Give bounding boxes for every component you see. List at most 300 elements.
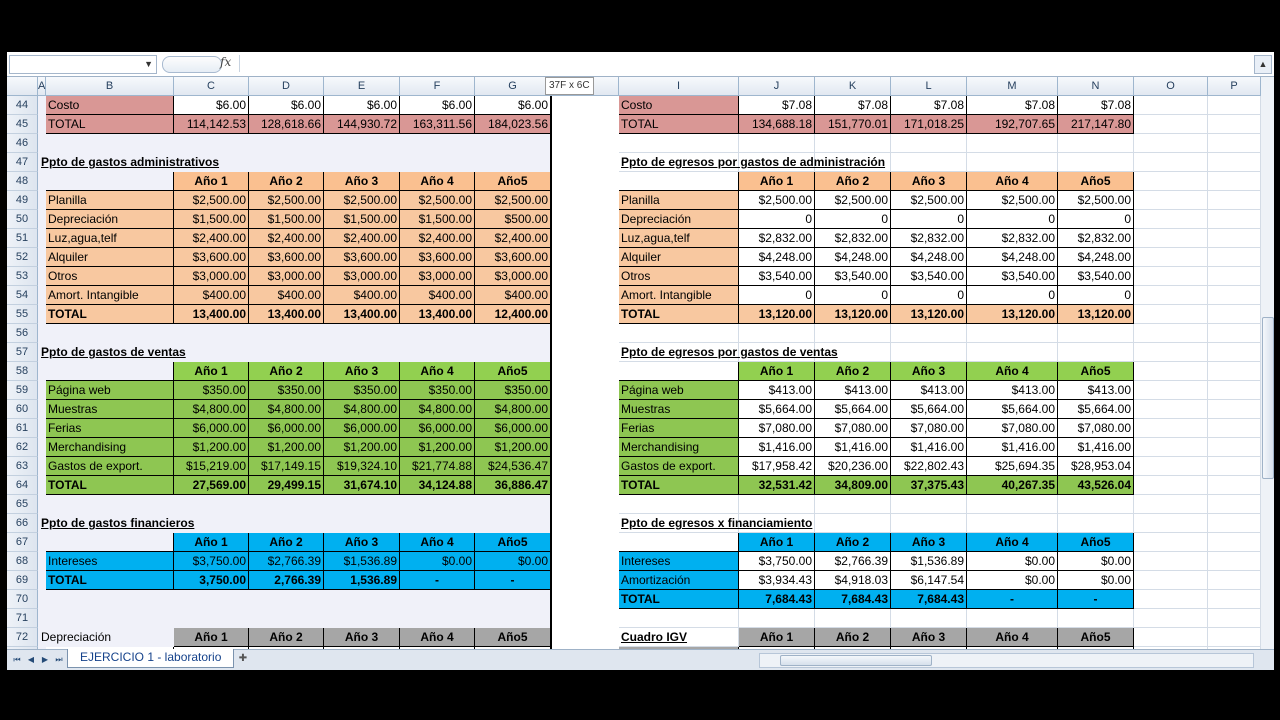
right-ventas-cell[interactable]: $5,664.00 [815, 400, 891, 419]
right-ventas-year-header[interactable]: Año 4 [967, 362, 1058, 381]
right-admin-row-label[interactable]: Planilla [619, 191, 739, 210]
right-top-row-label[interactable]: Costo [619, 96, 739, 115]
right-admin-cell[interactable]: $3,540.00 [739, 267, 815, 286]
expand-formula-bar-icon[interactable]: ▲ [1254, 55, 1272, 74]
left-admin-header-blank[interactable] [46, 172, 174, 191]
column-header-J[interactable]: J [739, 77, 815, 96]
right-top-cell[interactable]: $7.08 [967, 96, 1058, 115]
right-admin-cell[interactable]: $2,500.00 [891, 191, 967, 210]
right-admin-year-header[interactable]: Año5 [1058, 172, 1134, 191]
left-fin-year-header[interactable]: Año5 [475, 533, 551, 552]
left-ventas-cell[interactable]: $6,000.00 [475, 419, 551, 438]
left-admin-cell[interactable]: $3,600.00 [475, 248, 551, 267]
left-dep-year-header[interactable]: Año 1 [174, 628, 249, 647]
right-admin-year-header[interactable]: Año 2 [815, 172, 891, 191]
left-admin-year-header[interactable]: Año 2 [249, 172, 324, 191]
right-ventas-cell[interactable]: $5,664.00 [967, 400, 1058, 419]
row-header-56[interactable]: 56 [7, 324, 38, 343]
vertical-scroll-thumb[interactable] [1262, 317, 1274, 479]
right-admin-cell[interactable]: 0 [739, 210, 815, 229]
right-admin-row-label[interactable]: Luz,agua,telf [619, 229, 739, 248]
row-header-44[interactable]: 44 [7, 96, 38, 115]
row-header-69[interactable]: 69 [7, 571, 38, 590]
right-admin-cell[interactable]: $3,540.00 [891, 267, 967, 286]
left-admin-cell[interactable]: $3,000.00 [400, 267, 475, 286]
right-ventas-cell[interactable]: $413.00 [891, 381, 967, 400]
right-fin-year-header[interactable]: Año5 [1058, 533, 1134, 552]
row-header-45[interactable]: 45 [7, 115, 38, 134]
right-ventas-cell[interactable]: 43,526.04 [1058, 476, 1134, 495]
row-header-50[interactable]: 50 [7, 210, 38, 229]
left-ventas-year-header[interactable]: Año 3 [324, 362, 400, 381]
right-admin-cell[interactable]: 13,120.00 [815, 305, 891, 324]
right-ventas-cell[interactable]: $22,802.43 [891, 457, 967, 476]
select-all-corner[interactable] [7, 77, 38, 96]
vertical-scrollbar[interactable] [1260, 77, 1274, 650]
left-ventas-cell[interactable]: $6,000.00 [400, 419, 475, 438]
right-ventas-cell[interactable]: $5,664.00 [739, 400, 815, 419]
right-igv-year-header[interactable]: Año 1 [739, 628, 815, 647]
right-fin-row-label[interactable]: TOTAL [619, 590, 739, 609]
prev-sheet-icon[interactable]: ◀ [27, 655, 35, 664]
left-admin-cell[interactable]: $400.00 [249, 286, 324, 305]
row-header-66[interactable]: 66 [7, 514, 38, 533]
row-header-53[interactable]: 53 [7, 267, 38, 286]
row-header-47[interactable]: 47 [7, 153, 38, 172]
right-admin-cell[interactable]: $4,248.00 [1058, 248, 1134, 267]
right-admin-cell[interactable]: 13,120.00 [1058, 305, 1134, 324]
right-admin-cell[interactable]: $3,540.00 [967, 267, 1058, 286]
right-igv-year-header[interactable]: Año5 [1058, 628, 1134, 647]
left-admin-cell[interactable]: $2,500.00 [324, 191, 400, 210]
right-fin-cell[interactable]: $1,536.89 [891, 552, 967, 571]
column-header-G[interactable]: G [475, 77, 551, 96]
left-ventas-cell[interactable]: $4,800.00 [249, 400, 324, 419]
column-header-I[interactable]: I [619, 77, 739, 96]
left-admin-cell[interactable]: $3,000.00 [324, 267, 400, 286]
left-admin-cell[interactable]: $3,600.00 [324, 248, 400, 267]
left-top-cell[interactable]: $6.00 [400, 96, 475, 115]
left-admin-cell[interactable]: 13,400.00 [324, 305, 400, 324]
right-admin-row-label[interactable]: TOTAL [619, 305, 739, 324]
right-igv-year-header[interactable]: Año 3 [891, 628, 967, 647]
right-fin-cell[interactable]: 7,684.43 [815, 590, 891, 609]
right-admin-cell[interactable]: $2,500.00 [1058, 191, 1134, 210]
column-header-D[interactable]: D [249, 77, 324, 96]
right-fin-cell[interactable]: 7,684.43 [891, 590, 967, 609]
chevron-down-icon[interactable]: ▼ [144, 59, 153, 69]
left-fin-cell[interactable]: 3,750.00 [174, 571, 249, 590]
left-admin-cell[interactable]: $500.00 [475, 210, 551, 229]
worksheet-grid[interactable] [7, 77, 1274, 650]
right-ventas-cell[interactable]: $20,236.00 [815, 457, 891, 476]
right-admin-cell[interactable]: $2,500.00 [739, 191, 815, 210]
right-ventas-row-label[interactable]: Muestras [619, 400, 739, 419]
right-admin-cell[interactable]: 0 [1058, 286, 1134, 305]
right-ventas-row-label[interactable]: TOTAL [619, 476, 739, 495]
left-admin-row-label[interactable]: Planilla [46, 191, 174, 210]
left-admin-cell[interactable]: 13,400.00 [174, 305, 249, 324]
left-top-row-label[interactable]: Costo [46, 96, 174, 115]
left-top-cell[interactable]: 144,930.72 [324, 115, 400, 134]
right-ventas-year-header[interactable]: Año 3 [891, 362, 967, 381]
right-admin-cell[interactable]: $2,832.00 [891, 229, 967, 248]
row-header-70[interactable]: 70 [7, 590, 38, 609]
left-fin-cell[interactable]: 2,766.39 [249, 571, 324, 590]
right-admin-year-header[interactable]: Año 3 [891, 172, 967, 191]
left-top-cell[interactable]: 184,023.56 [475, 115, 551, 134]
left-ventas-cell[interactable]: $1,200.00 [249, 438, 324, 457]
right-ventas-row-label[interactable]: Merchandising [619, 438, 739, 457]
left-ventas-cell[interactable]: $1,200.00 [475, 438, 551, 457]
left-top-cell[interactable]: $6.00 [174, 96, 249, 115]
right-ventas-cell[interactable]: $28,953.04 [1058, 457, 1134, 476]
left-admin-cell[interactable]: $1,500.00 [400, 210, 475, 229]
right-ventas-row-label[interactable]: Página web [619, 381, 739, 400]
left-top-cell[interactable]: 163,311.56 [400, 115, 475, 134]
left-ventas-cell[interactable]: 34,124.88 [400, 476, 475, 495]
right-admin-cell[interactable]: 13,120.00 [967, 305, 1058, 324]
right-admin-cell[interactable]: $2,832.00 [739, 229, 815, 248]
left-admin-cell[interactable]: $400.00 [475, 286, 551, 305]
right-top-cell[interactable]: 192,707.65 [967, 115, 1058, 134]
name-box[interactable] [9, 55, 157, 74]
right-ventas-cell[interactable]: $7,080.00 [891, 419, 967, 438]
column-header-P[interactable]: P [1208, 77, 1261, 96]
right-ventas-cell[interactable]: $5,664.00 [1058, 400, 1134, 419]
left-ventas-cell[interactable]: $6,000.00 [174, 419, 249, 438]
left-admin-row-label[interactable]: Alquiler [46, 248, 174, 267]
left-ventas-row-label[interactable]: Gastos de export. [46, 457, 174, 476]
left-ventas-cell[interactable]: $1,200.00 [174, 438, 249, 457]
left-ventas-year-header[interactable]: Año 1 [174, 362, 249, 381]
right-admin-cell[interactable]: 0 [1058, 210, 1134, 229]
left-admin-cell[interactable]: $400.00 [174, 286, 249, 305]
left-admin-cell[interactable]: $1,500.00 [324, 210, 400, 229]
right-fin-cell[interactable]: $0.00 [967, 571, 1058, 590]
left-admin-cell[interactable]: $3,000.00 [174, 267, 249, 286]
left-fin-year-header[interactable]: Año 1 [174, 533, 249, 552]
right-ventas-cell[interactable]: 34,809.00 [815, 476, 891, 495]
right-admin-cell[interactable]: 0 [967, 210, 1058, 229]
left-fin-cell[interactable]: - [400, 571, 475, 590]
right-admin-row-label[interactable]: Otros [619, 267, 739, 286]
left-admin-cell[interactable]: 12,400.00 [475, 305, 551, 324]
right-admin-row-label[interactable]: Depreciación [619, 210, 739, 229]
last-sheet-icon[interactable]: ⏭ [55, 655, 63, 664]
row-header-61[interactable]: 61 [7, 419, 38, 438]
right-ventas-cell[interactable]: $1,416.00 [967, 438, 1058, 457]
row-header-60[interactable]: 60 [7, 400, 38, 419]
row-header-49[interactable]: 49 [7, 191, 38, 210]
right-ventas-year-header[interactable]: Año5 [1058, 362, 1134, 381]
right-admin-cell[interactable]: $3,540.00 [1058, 267, 1134, 286]
right-fin-header-blank[interactable] [619, 533, 739, 552]
left-fin-cell[interactable]: $0.00 [400, 552, 475, 571]
left-admin-cell[interactable]: $400.00 [400, 286, 475, 305]
left-fin-year-header[interactable]: Año 3 [324, 533, 400, 552]
right-ventas-cell[interactable]: 32,531.42 [739, 476, 815, 495]
row-header-64[interactable]: 64 [7, 476, 38, 495]
left-top-cell[interactable]: 114,142.53 [174, 115, 249, 134]
column-header-M[interactable]: M [967, 77, 1058, 96]
horizontal-scrollbar[interactable] [759, 653, 1254, 668]
right-admin-cell[interactable]: 0 [891, 286, 967, 305]
right-admin-cell[interactable]: $3,540.00 [815, 267, 891, 286]
row-header-46[interactable]: 46 [7, 134, 38, 153]
column-header-N[interactable]: N [1058, 77, 1134, 96]
right-ventas-cell[interactable]: $1,416.00 [815, 438, 891, 457]
row-header-67[interactable]: 67 [7, 533, 38, 552]
right-ventas-cell[interactable]: $7,080.00 [967, 419, 1058, 438]
right-top-cell[interactable]: $7.08 [739, 96, 815, 115]
right-igv-year-header[interactable]: Año 2 [815, 628, 891, 647]
right-admin-row-label[interactable]: Amort. Intangible [619, 286, 739, 305]
row-header-63[interactable]: 63 [7, 457, 38, 476]
right-admin-header-blank[interactable] [619, 172, 739, 191]
sheet-tab-ejercicio-1[interactable]: EJERCICIO 1 - laboratorio [67, 649, 234, 668]
left-ventas-year-header[interactable]: Año 2 [249, 362, 324, 381]
left-fin-cell[interactable]: $0.00 [475, 552, 551, 571]
left-admin-row-label[interactable]: Luz,agua,telf [46, 229, 174, 248]
left-admin-year-header[interactable]: Año 4 [400, 172, 475, 191]
row-header-71[interactable]: 71 [7, 609, 38, 628]
left-admin-cell[interactable]: $400.00 [324, 286, 400, 305]
right-admin-cell[interactable]: $2,832.00 [967, 229, 1058, 248]
left-ventas-cell[interactable]: $350.00 [475, 381, 551, 400]
right-admin-year-header[interactable]: Año 1 [739, 172, 815, 191]
left-ventas-cell[interactable]: $4,800.00 [400, 400, 475, 419]
row-header-68[interactable]: 68 [7, 552, 38, 571]
left-admin-row-label[interactable]: Amort. Intangible [46, 286, 174, 305]
left-admin-cell[interactable]: $1,500.00 [174, 210, 249, 229]
horizontal-scroll-thumb[interactable] [780, 655, 932, 666]
row-header-55[interactable]: 55 [7, 305, 38, 324]
left-ventas-cell[interactable]: $350.00 [249, 381, 324, 400]
right-fin-cell[interactable]: 7,684.43 [739, 590, 815, 609]
left-top-cell[interactable]: $6.00 [475, 96, 551, 115]
left-ventas-cell[interactable]: 36,886.47 [475, 476, 551, 495]
column-header-O[interactable]: O [1134, 77, 1208, 96]
left-ventas-cell[interactable]: $24,536.47 [475, 457, 551, 476]
right-admin-cell[interactable]: $2,832.00 [815, 229, 891, 248]
left-ventas-cell[interactable]: $6,000.00 [249, 419, 324, 438]
right-ventas-cell[interactable]: $5,664.00 [891, 400, 967, 419]
left-fin-row-label[interactable]: TOTAL [46, 571, 174, 590]
row-header-59[interactable]: 59 [7, 381, 38, 400]
left-admin-cell[interactable]: $3,600.00 [174, 248, 249, 267]
left-admin-cell[interactable]: $2,500.00 [174, 191, 249, 210]
left-admin-row-label[interactable]: Depreciación [46, 210, 174, 229]
right-fin-row-label[interactable]: Amortización [619, 571, 739, 590]
right-admin-cell[interactable]: $4,248.00 [891, 248, 967, 267]
right-fin-cell[interactable]: $0.00 [967, 552, 1058, 571]
right-ventas-row-label[interactable]: Ferias [619, 419, 739, 438]
left-ventas-cell[interactable]: $19,324.10 [324, 457, 400, 476]
left-ventas-row-label[interactable]: Muestras [46, 400, 174, 419]
right-admin-cell[interactable]: $2,832.00 [1058, 229, 1134, 248]
left-dep-year-header[interactable]: Año 3 [324, 628, 400, 647]
left-ventas-cell[interactable]: $350.00 [324, 381, 400, 400]
right-top-cell[interactable]: 151,770.01 [815, 115, 891, 134]
right-admin-cell[interactable]: 0 [891, 210, 967, 229]
left-admin-cell[interactable]: $2,400.00 [174, 229, 249, 248]
right-fin-cell[interactable]: - [967, 590, 1058, 609]
left-ventas-cell[interactable]: $4,800.00 [174, 400, 249, 419]
left-ventas-cell[interactable]: 31,674.10 [324, 476, 400, 495]
left-fin-cell[interactable]: $3,750.00 [174, 552, 249, 571]
left-ventas-cell[interactable]: 27,569.00 [174, 476, 249, 495]
right-top-cell[interactable]: $7.08 [1058, 96, 1134, 115]
column-header-F[interactable]: F [400, 77, 475, 96]
left-ventas-cell[interactable]: $6,000.00 [324, 419, 400, 438]
right-igv-year-header[interactable]: Año 4 [967, 628, 1058, 647]
left-fin-cell[interactable]: $1,536.89 [324, 552, 400, 571]
left-fin-year-header[interactable]: Año 4 [400, 533, 475, 552]
right-ventas-cell[interactable]: $413.00 [815, 381, 891, 400]
formula-input[interactable] [239, 55, 1252, 72]
next-sheet-icon[interactable]: ▶ [41, 655, 49, 664]
right-admin-cell[interactable]: 0 [739, 286, 815, 305]
right-ventas-cell[interactable]: $7,080.00 [1058, 419, 1134, 438]
right-admin-cell[interactable]: 13,120.00 [739, 305, 815, 324]
left-admin-cell[interactable]: $3,600.00 [249, 248, 324, 267]
right-top-cell[interactable]: $7.08 [891, 96, 967, 115]
right-ventas-year-header[interactable]: Año 2 [815, 362, 891, 381]
right-top-row-label[interactable]: TOTAL [619, 115, 739, 134]
left-admin-cell[interactable]: $1,500.00 [249, 210, 324, 229]
right-admin-cell[interactable]: 0 [967, 286, 1058, 305]
right-ventas-cell[interactable]: $413.00 [1058, 381, 1134, 400]
right-fin-year-header[interactable]: Año 2 [815, 533, 891, 552]
column-header-L[interactable]: L [891, 77, 967, 96]
left-admin-cell[interactable]: $2,400.00 [400, 229, 475, 248]
left-top-cell[interactable]: $6.00 [249, 96, 324, 115]
left-top-cell[interactable]: 128,618.66 [249, 115, 324, 134]
right-fin-year-header[interactable]: Año 4 [967, 533, 1058, 552]
left-ventas-year-header[interactable]: Año 4 [400, 362, 475, 381]
left-admin-cell[interactable]: $2,400.00 [249, 229, 324, 248]
left-admin-row-label[interactable]: Otros [46, 267, 174, 286]
left-admin-cell[interactable]: $2,500.00 [475, 191, 551, 210]
right-ventas-cell[interactable]: $1,416.00 [1058, 438, 1134, 457]
right-fin-cell[interactable]: $2,766.39 [815, 552, 891, 571]
column-header-B[interactable]: B [46, 77, 174, 96]
left-ventas-year-header[interactable]: Año5 [475, 362, 551, 381]
row-header-48[interactable]: 48 [7, 172, 38, 191]
left-ventas-row-label[interactable]: Merchandising [46, 438, 174, 457]
left-admin-cell[interactable]: $2,400.00 [475, 229, 551, 248]
left-dep-year-header[interactable]: Año 4 [400, 628, 475, 647]
right-ventas-cell[interactable]: $1,416.00 [739, 438, 815, 457]
right-fin-cell[interactable]: $3,934.43 [739, 571, 815, 590]
row-header-57[interactable]: 57 [7, 343, 38, 362]
left-ventas-cell[interactable]: $15,219.00 [174, 457, 249, 476]
right-fin-year-header[interactable]: Año 1 [739, 533, 815, 552]
column-header-K[interactable]: K [815, 77, 891, 96]
right-fin-row-label[interactable]: Intereses [619, 552, 739, 571]
row-header-51[interactable]: 51 [7, 229, 38, 248]
left-top-cell[interactable]: $6.00 [324, 96, 400, 115]
right-admin-cell[interactable]: 0 [815, 210, 891, 229]
left-ventas-cell[interactable]: 29,499.15 [249, 476, 324, 495]
left-admin-cell[interactable]: $2,500.00 [249, 191, 324, 210]
left-admin-cell[interactable]: $3,000.00 [475, 267, 551, 286]
row-header-52[interactable]: 52 [7, 248, 38, 267]
row-header-72[interactable]: 72 [7, 628, 38, 647]
left-admin-year-header[interactable]: Año5 [475, 172, 551, 191]
right-ventas-row-label[interactable]: Gastos de export. [619, 457, 739, 476]
right-ventas-cell[interactable]: 37,375.43 [891, 476, 967, 495]
left-ventas-row-label[interactable]: Ferias [46, 419, 174, 438]
left-ventas-cell[interactable]: $17,149.15 [249, 457, 324, 476]
right-top-cell[interactable]: $7.08 [815, 96, 891, 115]
right-ventas-cell[interactable]: $25,694.35 [967, 457, 1058, 476]
left-admin-cell[interactable]: 13,400.00 [400, 305, 475, 324]
left-admin-year-header[interactable]: Año 1 [174, 172, 249, 191]
right-admin-cell[interactable]: $4,248.00 [967, 248, 1058, 267]
right-ventas-cell[interactable]: $413.00 [739, 381, 815, 400]
left-admin-cell[interactable]: $2,400.00 [324, 229, 400, 248]
right-ventas-cell[interactable]: $413.00 [967, 381, 1058, 400]
column-header-C[interactable]: C [174, 77, 249, 96]
left-dep-year-header[interactable]: Año5 [475, 628, 551, 647]
right-admin-cell[interactable]: $2,500.00 [815, 191, 891, 210]
left-ventas-row-label[interactable]: Página web [46, 381, 174, 400]
right-admin-cell[interactable]: $4,248.00 [739, 248, 815, 267]
left-fin-cell[interactable]: - [475, 571, 551, 590]
left-admin-row-label[interactable]: TOTAL [46, 305, 174, 324]
right-ventas-header-blank[interactable] [619, 362, 739, 381]
left-admin-cell[interactable]: $3,000.00 [249, 267, 324, 286]
left-ventas-cell[interactable]: $1,200.00 [400, 438, 475, 457]
right-admin-year-header[interactable]: Año 4 [967, 172, 1058, 191]
left-top-row-label[interactable]: TOTAL [46, 115, 174, 134]
right-ventas-year-header[interactable]: Año 1 [739, 362, 815, 381]
right-ventas-cell[interactable]: $17,958.42 [739, 457, 815, 476]
right-top-cell[interactable]: 217,147.80 [1058, 115, 1134, 134]
right-fin-cell[interactable]: - [1058, 590, 1134, 609]
insert-sheet-icon[interactable]: ✚ [238, 653, 248, 664]
fx-icon[interactable]: fx [220, 55, 232, 69]
right-admin-cell[interactable]: $4,248.00 [815, 248, 891, 267]
row-header-58[interactable]: 58 [7, 362, 38, 381]
first-sheet-icon[interactable]: ⏮ [13, 655, 21, 664]
right-ventas-cell[interactable]: $7,080.00 [815, 419, 891, 438]
left-ventas-header-blank[interactable] [46, 362, 174, 381]
right-fin-cell[interactable]: $6,147.54 [891, 571, 967, 590]
left-fin-header-blank[interactable] [46, 533, 174, 552]
left-admin-cell[interactable]: $3,600.00 [400, 248, 475, 267]
left-fin-row-label[interactable]: Intereses [46, 552, 174, 571]
right-admin-cell[interactable]: 13,120.00 [891, 305, 967, 324]
row-header-65[interactable]: 65 [7, 495, 38, 514]
right-fin-cell[interactable]: $0.00 [1058, 571, 1134, 590]
left-ventas-cell[interactable]: $4,800.00 [324, 400, 400, 419]
left-ventas-cell[interactable]: $350.00 [400, 381, 475, 400]
left-dep-year-header[interactable]: Año 2 [249, 628, 324, 647]
left-admin-cell[interactable]: $2,500.00 [400, 191, 475, 210]
right-admin-cell[interactable]: 0 [815, 286, 891, 305]
left-ventas-cell[interactable]: $21,774.88 [400, 457, 475, 476]
right-fin-cell[interactable]: $3,750.00 [739, 552, 815, 571]
formula-expand-oval[interactable] [162, 56, 222, 73]
left-fin-cell[interactable]: $2,766.39 [249, 552, 324, 571]
right-top-cell[interactable]: 171,018.25 [891, 115, 967, 134]
left-fin-year-header[interactable]: Año 2 [249, 533, 324, 552]
left-ventas-cell[interactable]: $350.00 [174, 381, 249, 400]
right-fin-cell[interactable]: $0.00 [1058, 552, 1134, 571]
